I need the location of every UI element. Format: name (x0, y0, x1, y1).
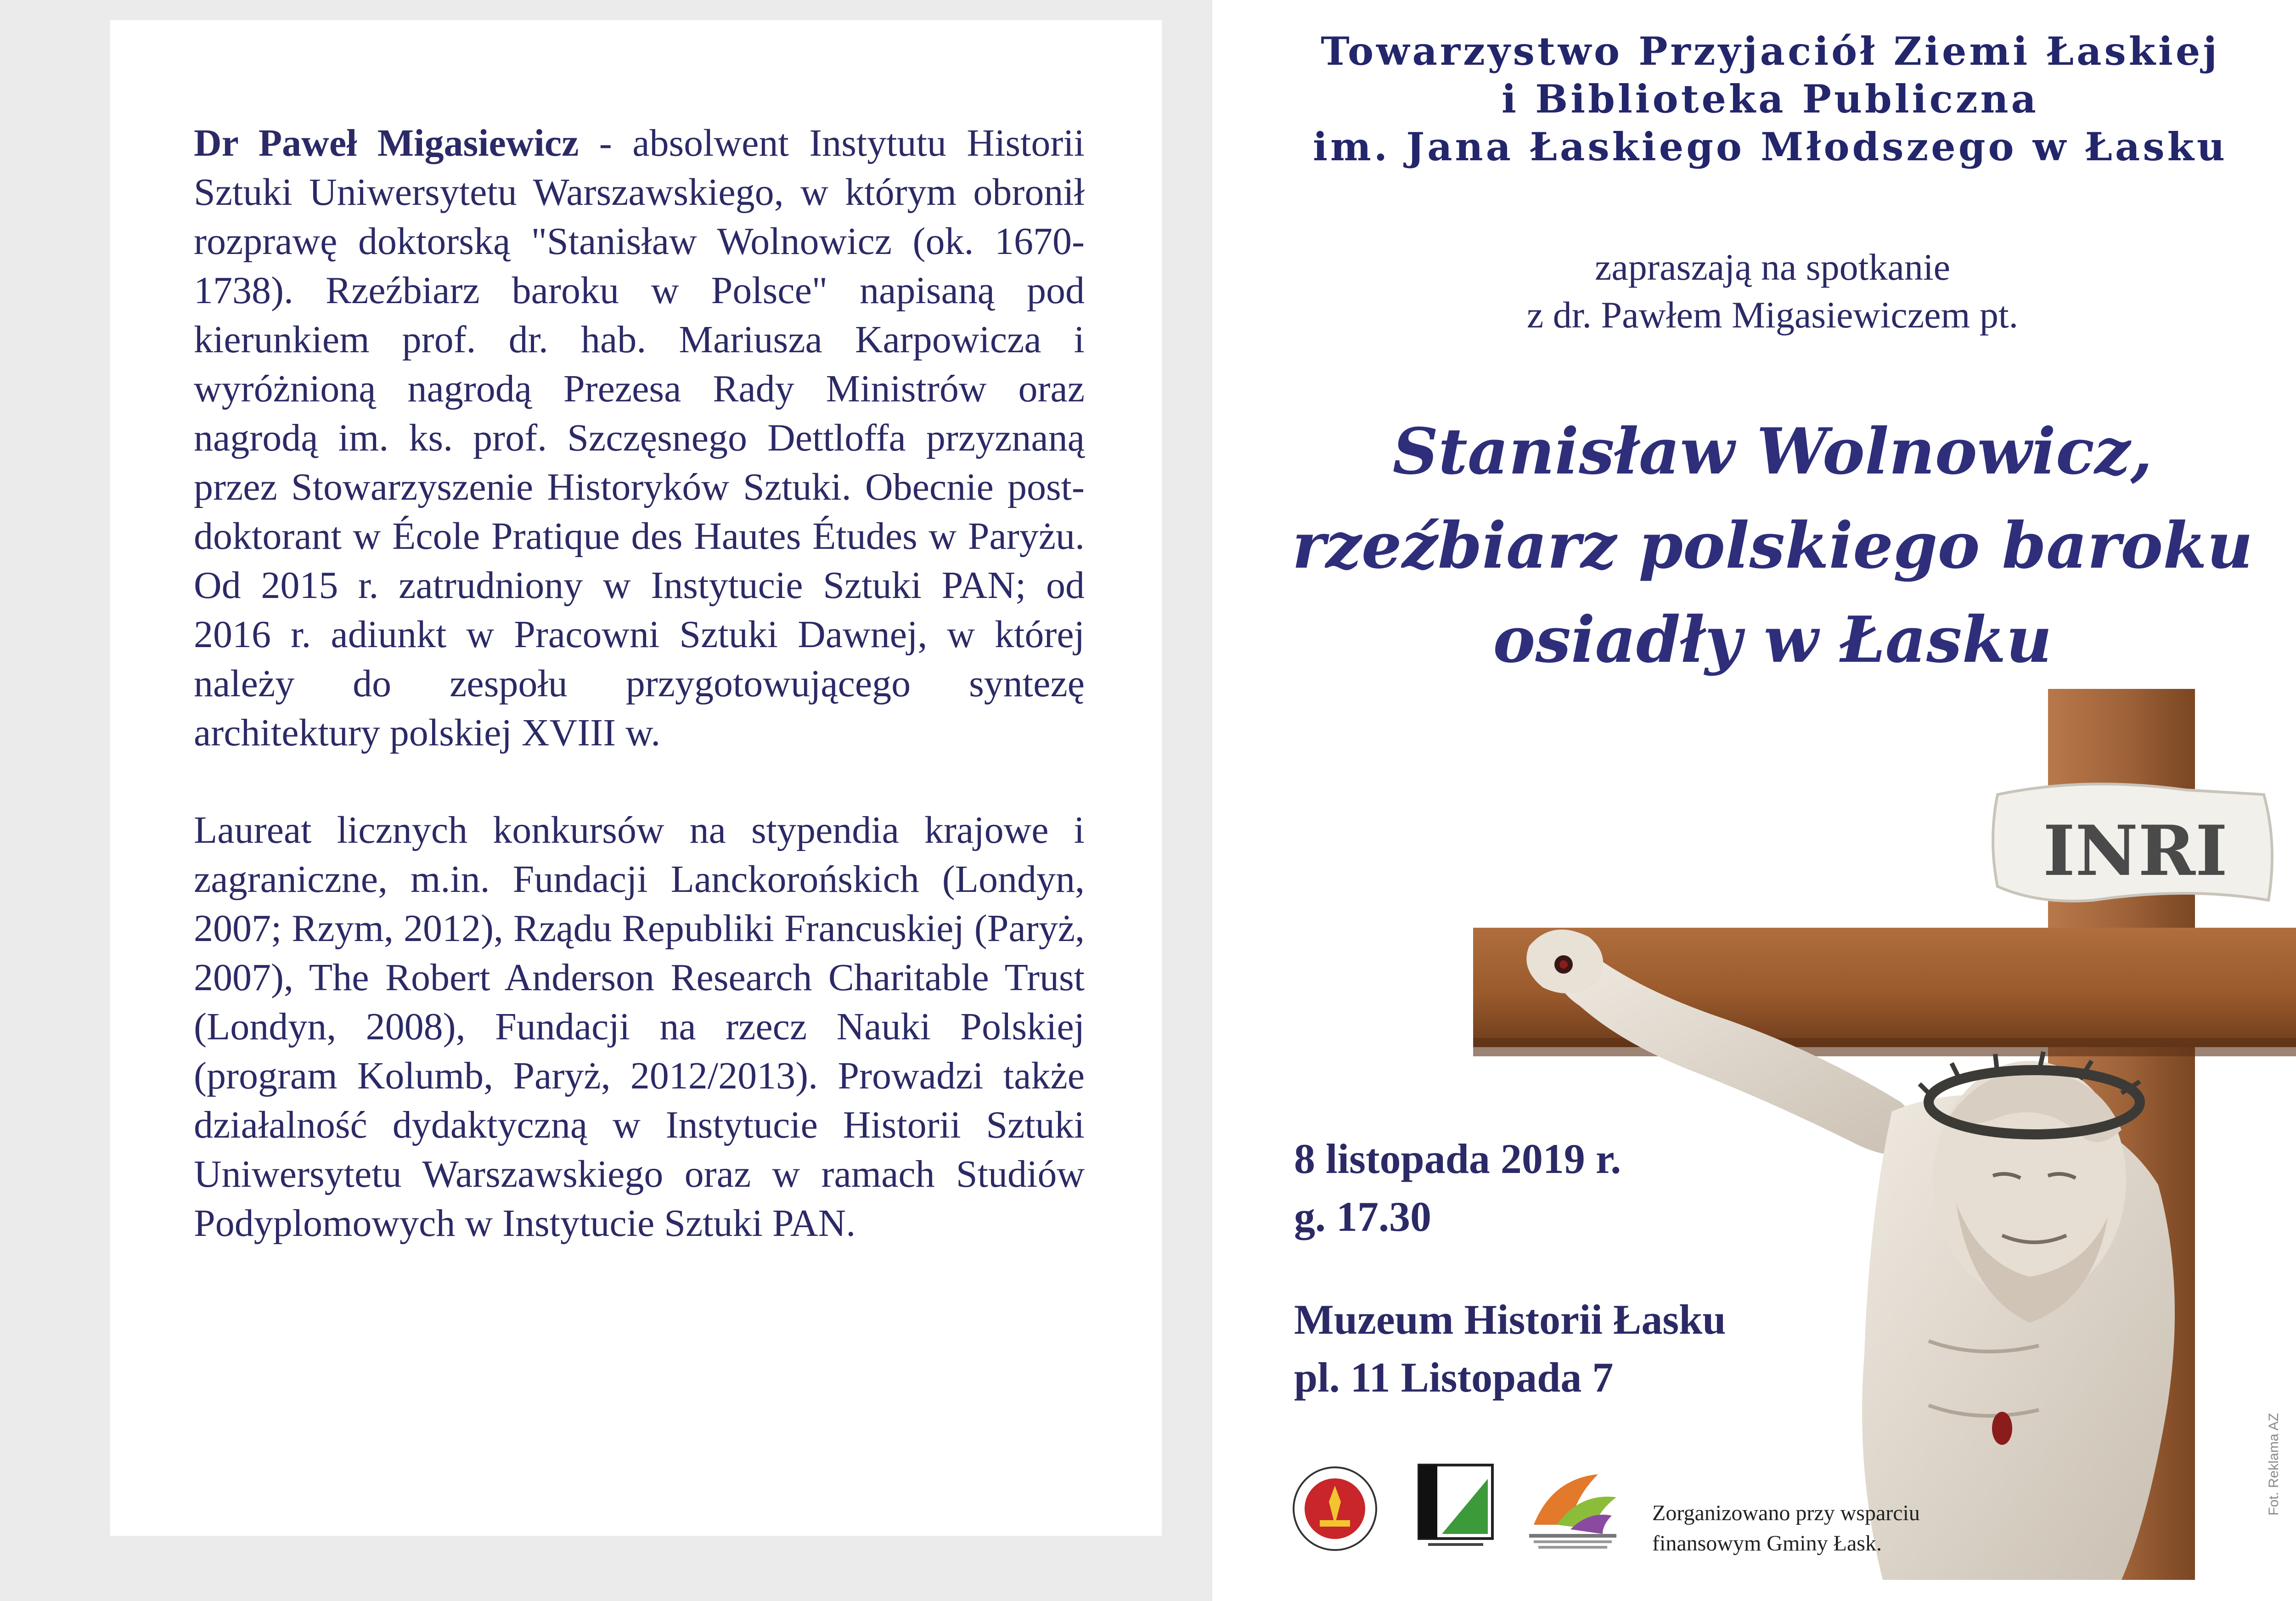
photo-credit: Fot. Reklama AZ (2266, 1413, 2281, 1516)
invitation-text (1332, 243, 2213, 339)
support-line-2: finansowym Gminy Łask. (1652, 1531, 1882, 1556)
title-line-1: Stanisław Wolnowicz, (1392, 414, 2153, 489)
title-line-2: rzeźbiarz polskiego baroku (1292, 508, 2253, 583)
invitation-line-1: zapraszają na spotkanie (1594, 246, 1951, 288)
event-venue: Muzeum Historii Łasku (1294, 1296, 1726, 1343)
gmina-lask-logo (1414, 1460, 1497, 1552)
lecture-title (1240, 404, 2296, 687)
event-time: g. 17.30 (1294, 1193, 1431, 1240)
invitation-line-2: z dr. Pawłem Migasiewiczem pt. (1526, 294, 2019, 336)
bio-paragraph-1-text: - absolwent Instytutu Historii Sztuki Uniwersytetu Warszawskiego, w którym obronił rozprawę doktorską "Stanisław Wolnowicz (ok. 1670-1738). Rzeźbiarz baroku w Polsce" napisaną pod kierunkiem prof. dr. hab. Mariusza Karpowicza i wyróżnioną nagrodą Prezesa Rady Ministrów oraz nagrodą im. ks. prof. Szczęsnego Dettloffa przyznaną przez Stowarzyszenie Historyków Sztuki. Obecnie post-doktorant w École Pratique des Hautes Études w Paryżu. Od 2015 r. zatrudniony w Instytucie Sztuki PAN; od 2016 r. adiunkt w Pracowni Sztuki Dawnej, w której należy do zespołu przygotowującego syntezę architektury polskiej XVIII w. (194, 122, 1085, 754)
organizer-line-2: i Biblioteka Publiczna (1502, 76, 2039, 122)
event-date: 8 listopada 2019 r. (1294, 1135, 1621, 1182)
event-location (1294, 1291, 1726, 1406)
organizer-line-3: im. Jana Łaskiego Młodszego w Łasku (1313, 124, 2228, 169)
support-note (1652, 1498, 1920, 1559)
bio-paragraph-2: Laureat licznych konkursów na stypendia krajowe i zagraniczne, m.in. Fundacji Lanckorońskich (Londyn, 2007; Rzym, 2012), Rządu Republiki Francuskiej (Paryż, 2007), The Robert Anderson Research Charitable Trust (Londyn, 2008), Fundacji na rzecz Nauki Polskiej (program Kolumb, Paryż, 2012/2013). Prowadzi także działalność dydaktyczną w Instytucie Historii Sztuki Uniwersytetu Warszawskiego oraz w ramach Studiów Podyplomowych w Instytucie Sztuki PAN. (194, 809, 1085, 1245)
organizer-line-1: Towarzystwo Przyjaciół Ziemi Łaskiej (1321, 28, 2220, 74)
society-seal-logo (1291, 1465, 1379, 1552)
bio-paragraph-1 (194, 118, 1085, 757)
organizers-heading (1231, 28, 2296, 171)
event-address: pl. 11 Listopada 7 (1294, 1354, 1614, 1401)
title-line-3: osiadły w Łasku (1493, 602, 2052, 677)
bio-name: Dr Paweł Migasiewicz (194, 122, 579, 164)
support-line-1: Zorganizowano przy wsparciu (1652, 1501, 1920, 1525)
biography (194, 118, 1085, 1296)
event-datetime (1294, 1130, 1621, 1246)
inri-inscription: INRI (2043, 811, 2228, 891)
library-logo (1520, 1465, 1626, 1552)
